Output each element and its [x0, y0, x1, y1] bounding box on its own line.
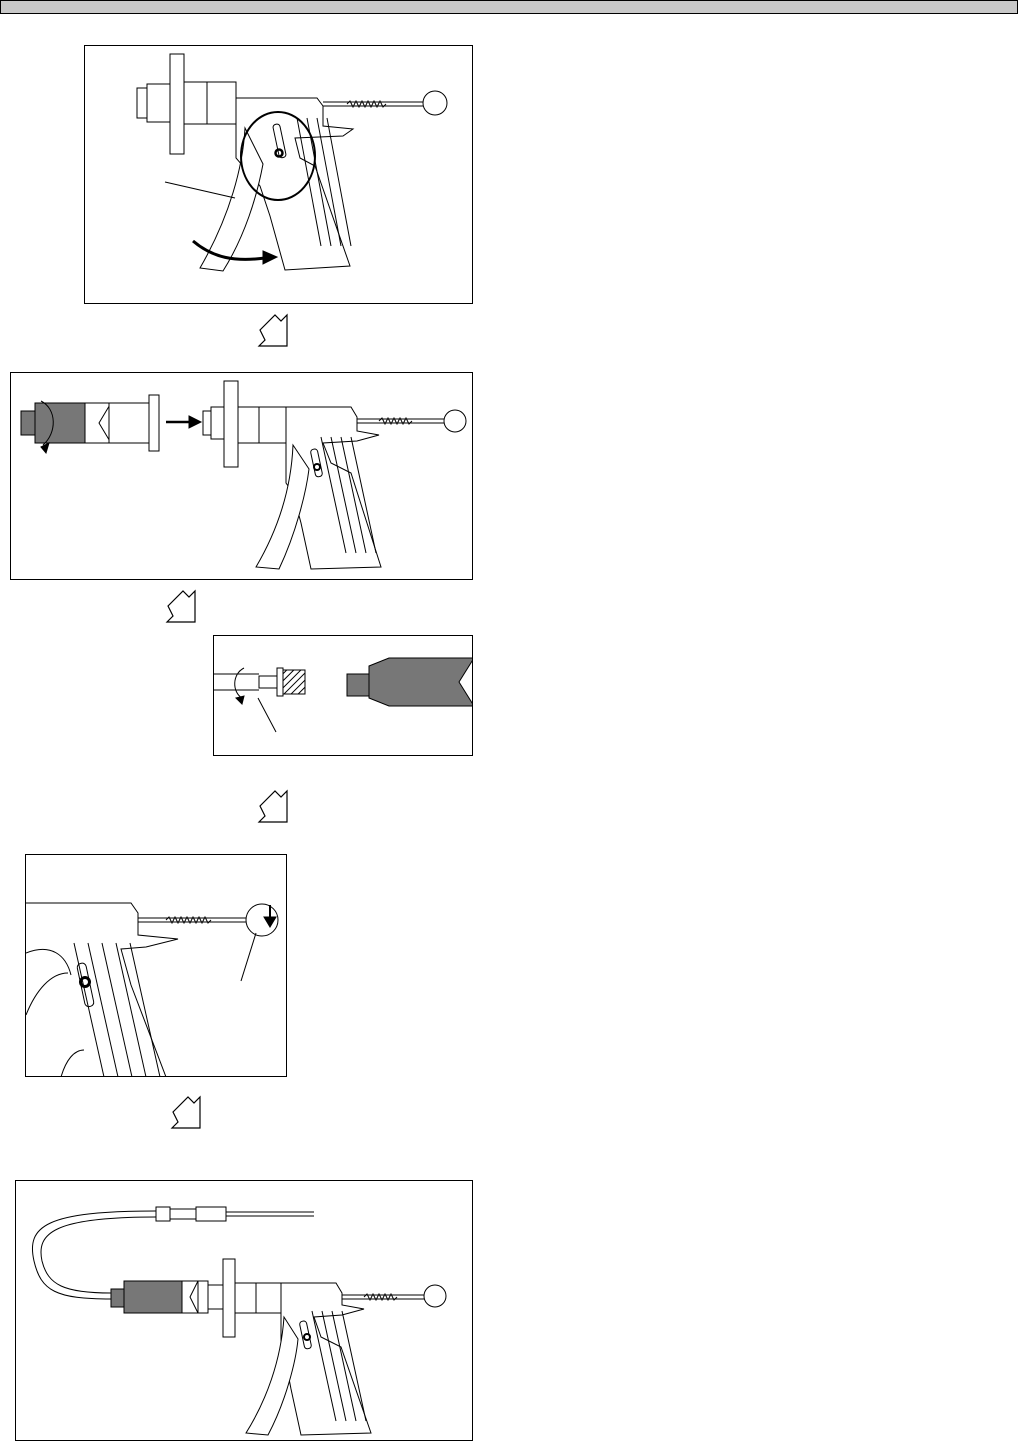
- step-arrow-icon: [170, 1094, 206, 1134]
- step-arrow-icon: [257, 312, 293, 352]
- figure-step-3: [213, 635, 473, 756]
- figure-step-2: [10, 372, 473, 580]
- figure-step-5: [15, 1180, 473, 1441]
- step-arrow-icon: [165, 588, 201, 628]
- figure-step-1: [84, 45, 473, 304]
- figure-step-4: [25, 854, 287, 1077]
- header-bar: [0, 0, 1018, 14]
- step-arrow-icon: [257, 788, 293, 828]
